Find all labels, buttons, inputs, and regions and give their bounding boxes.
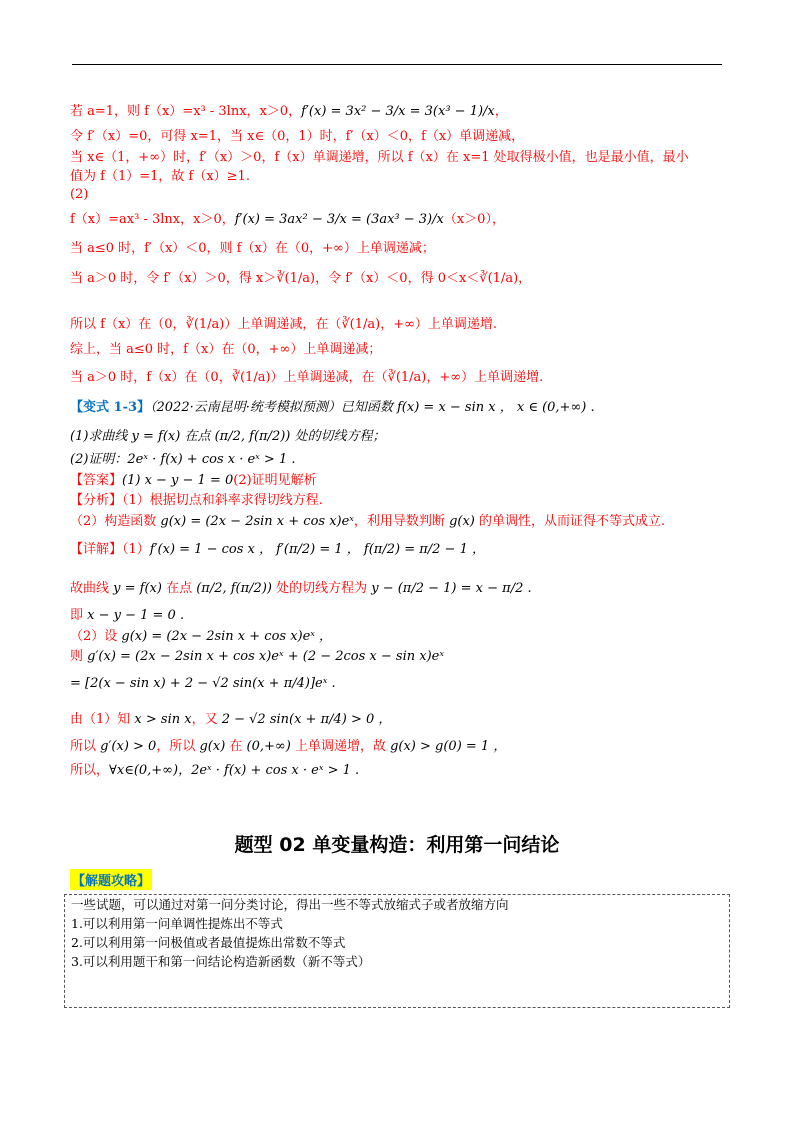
explanation-text: 则 <box>70 649 88 664</box>
strategy-item: 1.可以利用第一问单调性提炼出不等式 <box>71 916 283 931</box>
math-expression: y − (π/2 − 1) = x − π/2 . <box>371 581 532 596</box>
explanation-text: ， <box>494 104 508 119</box>
text-line <box>70 492 323 510</box>
explanation-text: (2) <box>70 187 89 202</box>
explanation-text: 若 a=1，则 f（x）=x³ - 3lnx，x＞0， <box>70 104 302 119</box>
math-expression: x − y − 1 = 0 . <box>87 608 185 623</box>
explanation-text: 在点 <box>161 581 197 596</box>
explanation-text: 故曲线 <box>70 581 114 596</box>
text-line <box>70 541 485 559</box>
math-expression: (1) x − y − 1 = 0 <box>122 473 234 488</box>
text-line <box>70 607 184 625</box>
math-expression: g(x) = (2x − 2sin x + cos x)eˣ <box>160 514 354 529</box>
explanation-text: 处的切线方程为 <box>271 581 372 596</box>
explanation-text: （x＞0）， <box>443 212 505 227</box>
strategy-intro: 一些试题，可以通过对第一问分类讨论，得出一些不等式放缩式子或者放缩方向 <box>71 897 509 912</box>
math-expression: x > sin x <box>134 712 192 727</box>
explanation-text: 当 x∈（1，+∞）时，f′（x）＞0，f（x）单调递增，所以 f（x）在 x=1 处取得极小值，也是最小值，最小 <box>70 150 689 165</box>
text-line <box>70 628 332 646</box>
section-heading: 题型 02 单变量构造：利用第一问结论 <box>234 834 560 856</box>
text-line <box>70 428 386 446</box>
text-line <box>70 341 381 359</box>
explanation-text: 在 <box>225 739 247 754</box>
math-expression: g(x) <box>449 514 475 529</box>
text-line <box>70 128 524 146</box>
math-expression: (π/2, f(π/2)) <box>196 581 272 596</box>
explanation-text: 【详解】（1） <box>70 542 150 557</box>
explanation-text: 综上，当 a≤0 时，f（x）在（0，+∞）上单调递减； <box>70 342 382 357</box>
text-line <box>70 149 689 167</box>
text-line <box>70 270 531 288</box>
explanation-text: ，又 <box>191 712 222 727</box>
text-line <box>70 103 508 121</box>
math-expression: ∀x∈(0,+∞)，2eˣ · f(x) + cos x · eˣ > 1 . <box>109 763 360 778</box>
strategy-box <box>64 894 730 1008</box>
text-line <box>70 369 543 387</box>
text-line <box>70 472 317 490</box>
explanation-text: ，所以 <box>156 739 200 754</box>
math-expression: g′(x) > 0 <box>100 739 157 754</box>
math-expression: g(x) <box>199 739 226 754</box>
explanation-text: 当 a＞0 时，令 f′（x）＞0，得 x＞∛(1/a)，令 f′（x）＜0，得 0＜x＜∛(1/a)， <box>70 271 532 286</box>
text-line <box>70 240 435 258</box>
math-expression: 2 − √2 sin(x + π/4) > 0 ， <box>221 712 392 727</box>
text-line <box>70 316 497 334</box>
math-expression: f′(x) = 3x² − 3/x = 3(x³ − 1)/x <box>301 104 495 119</box>
math-expression: (0,+∞) <box>246 739 291 754</box>
explanation-text: （2）设 <box>70 629 122 644</box>
math-expression: f′(x) = 1 − cos x ， f′(π/2) = 1 ， f(π/2) = π/2 − 1 ， <box>149 542 485 557</box>
math-expression: = [2(x − sin x) + 2 − √2 sin(x + π/4)]eˣ . <box>70 676 336 691</box>
text-line <box>70 580 532 598</box>
text-line <box>70 186 88 204</box>
explanation-text: 令 f′（x）=0，可得 x=1，当 x∈（0，1）时，f′（x）＜0，f（x）单调递减， <box>70 129 525 144</box>
explanation-text: 【分析】（1）根据切点和斜率求得切线方程. <box>70 493 323 508</box>
math-expression: g(x) = (2x − 2sin x + cos x)eˣ ， <box>121 629 333 644</box>
math-expression: (2)证明：2eˣ · f(x) + cos x · eˣ > 1 . <box>70 452 296 467</box>
explanation-text: ，利用导数判断 <box>353 514 450 529</box>
text-line <box>70 451 295 469</box>
explanation-text: 所以 <box>70 739 101 754</box>
text-line <box>70 513 665 531</box>
text-line <box>70 738 506 756</box>
explanation-text: 【答案】 <box>70 473 123 488</box>
strategy-item: 3.可以利用题干和第一问结论构造新函数（新不等式） <box>71 954 371 969</box>
explanation-text: (2)证明见解析 <box>233 473 317 488</box>
math-expression: y = f(x) <box>113 581 162 596</box>
text-line <box>70 211 505 229</box>
explanation-text: 上单调递增，故 <box>290 739 391 754</box>
strategy-tag: 【解题攻略】 <box>70 869 152 890</box>
strategy-item: 2.可以利用第一问极值或者最值提炼出常数不等式 <box>71 935 346 950</box>
explanation-text: 当 a≤0 时，f′（x）＜0，则 f（x）在（0，+∞）上单调递减； <box>70 241 435 256</box>
header-rule <box>72 64 722 65</box>
explanation-text: （2）构造函数 <box>70 514 161 529</box>
math-expression: g(x) > g(0) = 1 ， <box>390 739 507 754</box>
text-line <box>70 675 336 693</box>
text-line <box>70 168 250 186</box>
text-line <box>70 399 595 417</box>
explanation-text: 由（1）知 <box>70 712 135 727</box>
text-line <box>70 648 444 666</box>
math-expression: （2022·云南昆明·统考模拟预测）已知函数 f(x) = x − sin x ， x ∈ (0,+∞) . <box>150 400 595 415</box>
explanation-text: 即 <box>70 608 88 623</box>
variant-label: 【变式 1-3】 <box>70 400 151 415</box>
math-expression: g′(x) = (2x − 2sin x + cos x)eˣ + (2 − 2cos x − sin x)eˣ <box>87 649 444 664</box>
math-expression: f′(x) = 3ax² − 3/x = (3ax³ − 3)/x <box>234 212 444 227</box>
explanation-text: 当 a＞0 时，f（x）在（0，∛(1/a)）上单调递减，在（∛(1/a)，+∞）上单调递增. <box>70 370 544 385</box>
explanation-text: f（x）=ax³ - 3lnx，x＞0， <box>70 212 235 227</box>
explanation-text: 所以， <box>70 763 110 778</box>
explanation-text: 值为 f（1）=1，故 f（x）≥1. <box>70 169 250 184</box>
math-expression: (1)求曲线 y = f(x) 在点 (π/2, f(π/2)) 处的切线方程； <box>70 429 386 444</box>
text-line <box>70 762 359 780</box>
text-line <box>70 711 391 729</box>
explanation-text: 所以 f（x）在（0，∛(1/a)）上单调递减，在（∛(1/a)，+∞）上单调递增. <box>70 317 498 332</box>
explanation-text: 的单调性，从而证得不等式成立. <box>474 514 666 529</box>
